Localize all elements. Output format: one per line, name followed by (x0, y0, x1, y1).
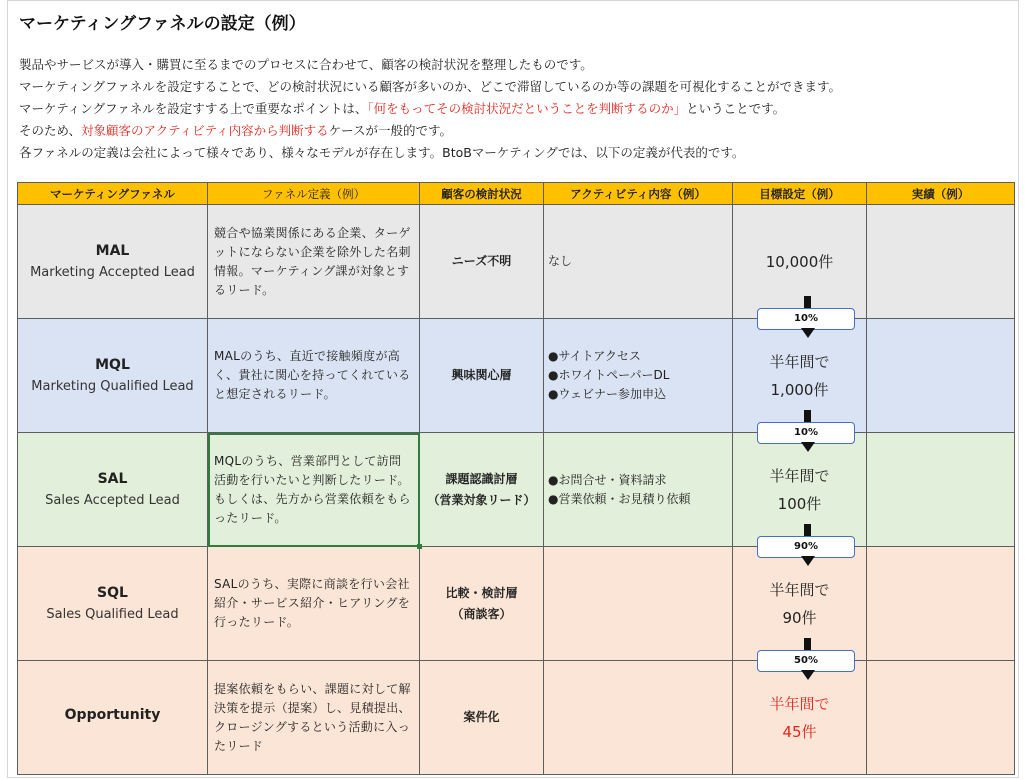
conversion-rate-badge[interactable] (757, 420, 857, 444)
target-cell[interactable] (733, 661, 867, 775)
activity-item: ●ホワイトペーパーDL (548, 368, 670, 382)
funnel-stage-cell[interactable] (18, 433, 208, 547)
arrow-down-icon (801, 442, 815, 452)
funnel-stage-cell[interactable] (18, 661, 208, 775)
target-count: 100件 (777, 494, 822, 513)
activity-item: ●お問合せ・資料請求 (548, 472, 667, 487)
arrow-down-icon (801, 328, 815, 338)
activity-cell[interactable] (544, 319, 733, 433)
activity-cell[interactable] (544, 433, 733, 547)
status-text: 課題認識討層 (445, 471, 518, 486)
result-cell[interactable] (867, 661, 1015, 775)
intro-line-5: 各ファネルの定義は会社によって様々であり、様々なモデルが存在します。BtoBマーケティングでは、以下の定義が代表的です。 (19, 145, 745, 160)
target-period: 半年間で (769, 466, 830, 485)
result-cell[interactable] (867, 319, 1015, 433)
intro-line-3-c: ということです。 (686, 101, 786, 116)
page-title: マーケティングファネルの設定（例） (19, 14, 306, 34)
definition-cell[interactable] (208, 319, 420, 433)
target-cell[interactable] (733, 319, 867, 433)
status-text: 案件化 (463, 710, 500, 724)
definition-cell[interactable] (208, 433, 420, 547)
table-row (18, 661, 1015, 775)
activity-item: ●営業依頼・お見積り依頼 (548, 491, 691, 506)
intro-line-4-highlight: 対象顧客のアクティビティ内容から判断する (81, 123, 329, 138)
header-result[interactable]: 実績（例） (867, 183, 1015, 205)
conversion-rate: 50% (757, 650, 855, 672)
definition-text: MQLのうち、営業部門として訪問活動を行いたいと判断したリード。もしくは、先方から営業依頼をもらったリード。 (214, 453, 411, 525)
target-period: 半年間で (769, 352, 830, 371)
header-definition[interactable]: ファネル定義（例） (208, 183, 420, 205)
conversion-rate: 10% (757, 422, 855, 444)
table-row (18, 547, 1015, 661)
intro-text (19, 54, 841, 164)
result-cell[interactable] (867, 205, 1015, 319)
definition-text: MALのうち、直近で接触頻度が高く、貴社に関心を持ってくれていると想定されるリード。 (214, 349, 411, 401)
definition-cell[interactable] (208, 661, 420, 775)
table-row (18, 433, 1015, 547)
stage-abbr: SAL (97, 471, 128, 487)
funnel-table (17, 182, 1015, 775)
target-cell[interactable] (733, 433, 867, 547)
table-row (18, 205, 1015, 319)
intro-line-2: マーケティングファネルを設定することで、どの検討状況にいる顧客が多いのか、どこで滞留しているのか等の課題を可視化することができます。 (19, 79, 842, 94)
arrow-down-icon (801, 670, 815, 680)
intro-line-3-highlight: 「何をもってその検討状況だということを判断するのか」 (367, 101, 687, 116)
conversion-rate: 90% (757, 536, 855, 558)
intro-line-4 (19, 120, 841, 142)
target-count: 45件 (782, 722, 817, 741)
status-text: 比較・検討層 (445, 585, 518, 600)
target-cell[interactable] (733, 205, 867, 319)
status-subtext: （営業対象リード） (427, 492, 536, 507)
definition-text: 競合や協業関係にある企業、ターゲットにならない企業を除外した名刺情報。マーケティング課が対象とするリード。 (214, 225, 411, 297)
stage-abbr: Opportunity (64, 706, 161, 723)
stage-abbr: MAL (95, 243, 130, 259)
header-target[interactable]: 目標設定（例） (733, 183, 867, 205)
stage-full-name: Sales Accepted Lead (45, 493, 180, 508)
activity-item: ●ウェビナー参加申込 (548, 387, 666, 401)
status-text: ニーズ不明 (451, 254, 512, 268)
intro-line-1: 製品やサービスが導入・購買に至るまでのプロセスに合わせて、顧客の検討状況を整理したものです。 (19, 57, 593, 72)
conversion-rate-badge[interactable] (757, 648, 857, 672)
target-cell[interactable] (733, 547, 867, 661)
table-header-row (18, 183, 1015, 205)
funnel-stage-cell[interactable] (18, 547, 208, 661)
conversion-rate-badge[interactable] (757, 534, 857, 558)
activity-item: ●サイトアクセス (548, 349, 641, 363)
funnel-stage-cell[interactable] (18, 319, 208, 433)
target-count: 90件 (782, 608, 817, 627)
activity-item: なし (548, 254, 573, 268)
funnel-table-body (18, 205, 1015, 775)
activity-cell[interactable] (544, 205, 733, 319)
header-funnel[interactable]: マーケティングファネル (18, 183, 208, 205)
stage-abbr: SQL (97, 585, 128, 601)
header-activity[interactable]: アクティビティ内容（例） (544, 183, 733, 205)
definition-text: 提案依頼をもらい、課題に対して解決策を提示（提案）し、見積提出、クロージングするという活動に入ったリード (214, 681, 411, 753)
status-cell[interactable] (420, 433, 544, 547)
result-cell[interactable] (867, 433, 1015, 547)
stage-full-name: Marketing Qualified Lead (31, 379, 194, 394)
stage-abbr: MQL (95, 357, 130, 373)
conversion-rate: 10% (757, 308, 855, 330)
funnel-stage-cell[interactable] (18, 205, 208, 319)
intro-line-3 (19, 98, 841, 120)
conversion-rate-badge[interactable] (757, 306, 857, 330)
target-period: 半年間で (769, 580, 830, 599)
activity-cell[interactable] (544, 661, 733, 775)
definition-cell[interactable] (208, 547, 420, 661)
status-subtext: （商談客） (451, 606, 512, 621)
status-cell[interactable] (420, 319, 544, 433)
intro-line-3-a: マーケティングファネルを設定すする上で重要なポイントは、 (19, 101, 368, 116)
result-cell[interactable] (867, 547, 1015, 661)
status-cell[interactable] (420, 661, 544, 775)
definition-text: SALのうち、実際に商談を行い会社紹介・サービス紹介・ヒアリングを行ったリード。 (214, 577, 411, 629)
table-row (18, 319, 1015, 433)
target-period: 半年間で (769, 694, 830, 713)
status-cell[interactable] (420, 205, 544, 319)
intro-line-4-c: ケースが一般的です。 (328, 123, 453, 138)
status-cell[interactable] (420, 547, 544, 661)
activity-cell[interactable] (544, 547, 733, 661)
definition-cell[interactable] (208, 205, 420, 319)
status-text: 興味関心層 (451, 368, 512, 382)
header-status[interactable]: 顧客の検討状況 (420, 183, 544, 205)
arrow-down-icon (801, 556, 815, 566)
target-count: 1,000件 (770, 380, 829, 399)
target-count: 10,000件 (765, 252, 834, 271)
stage-full-name: Marketing Accepted Lead (30, 265, 195, 280)
intro-line-4-a: そのため、 (19, 123, 82, 138)
cell-fill-handle[interactable] (417, 544, 422, 549)
stage-full-name: Sales Qualified Lead (46, 607, 179, 622)
